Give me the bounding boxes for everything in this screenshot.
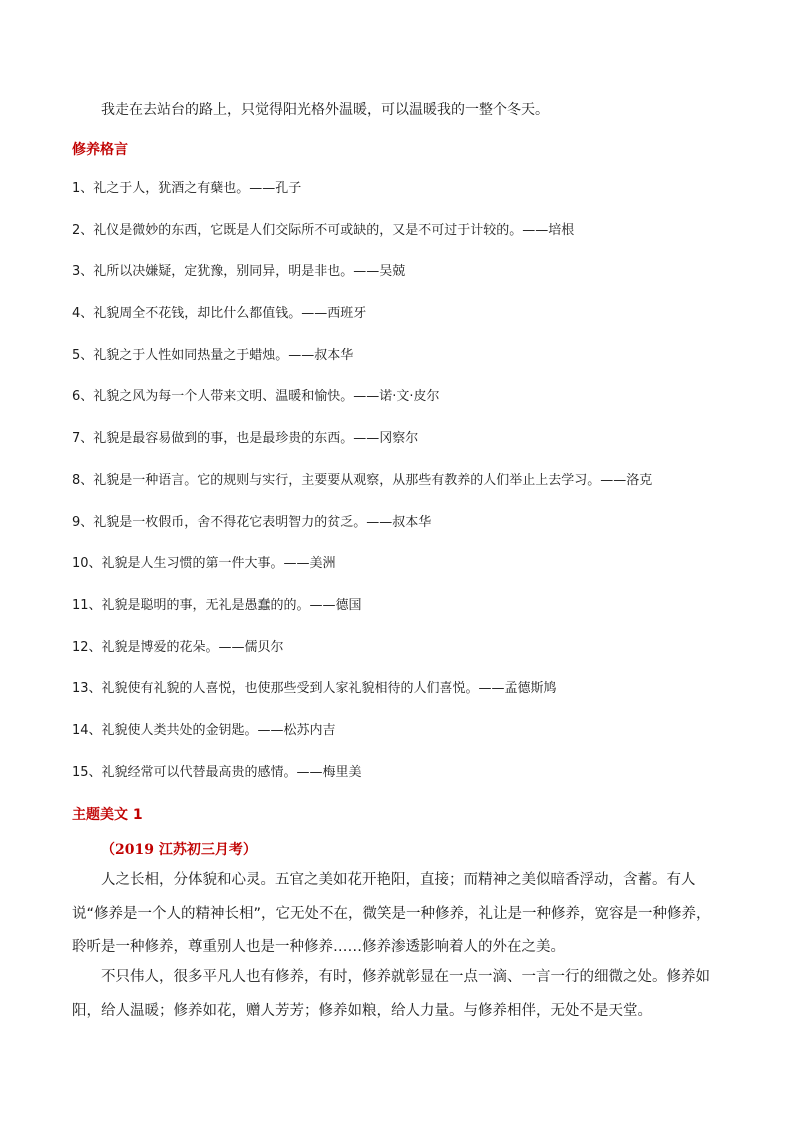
maxim-item: 3、礼所以决嫌疑，定犹豫，别同异，明是非也。——吴兢 (72, 264, 406, 280)
maxim-item: 2、礼仪是微妙的东西，它既是人们交际所不可或缺的，又是不可过于计较的。——培根 (72, 222, 575, 238)
essay-paragraph: 人之长相，分体貌和心灵。五官之美如花开艳阳，直接；而精神之美似暗香浮动，含蓄。有人说“修养是一个人的精神长相”，它无处不在，微笑是一种修养，礼让是一种修养，宽容是一种修养，聆听是一种修养，尊重别人也是一种修养……修养渗透影响着人的外在之美。 (72, 872, 711, 955)
section-heading-essay: 主题美文 1 (72, 807, 143, 823)
essay-source: （2019 江苏初三月考） (101, 842, 257, 858)
maxim-item: 12、礼貌是博爱的花朵。——儒贝尔 (72, 639, 284, 655)
maxim-item: 8、礼貌是一种语言。它的规则与实行，主要要从观察，从那些有教养的人们举止上去学习。——洛克 (72, 472, 653, 488)
maxim-item: 13、礼貌使有礼貌的人喜悦，也使那些受到人家礼貌相待的人们喜悦。——孟德斯鸠 (72, 681, 557, 697)
maxim-item: 10、礼貌是人生习惯的第一件大事。——美洲 (72, 556, 336, 572)
maxim-item: 4、礼貌周全不花钱，却比什么都值钱。——西班牙 (72, 306, 367, 322)
maxim-item: 1、礼之于人，犹酒之有蘖也。——孔子 (72, 181, 302, 196)
intro-sentence: 我走在去站台的路上，只觉得阳光格外温暖，可以温暖我的一整个冬天。 (101, 102, 549, 118)
maxim-item: 14、礼貌使人类共处的金钥匙。——松苏内吉 (72, 722, 336, 738)
maxim-item: 15、礼貌经常可以代替最高贵的感情。——梅里美 (72, 764, 362, 780)
maxim-item: 5、礼貌之于人性如同热量之于蜡烛。——叔本华 (72, 347, 354, 363)
essay-paragraph: 不只伟人，很多平凡人也有修养，有时，修养就彰显在一点一滴、一言一行的细微之处。修养如阳，给人温暖；修养如花，赠人芳芳；修养如粮，给人力量。与修养相伴，无处不是天堂。 (72, 969, 710, 1019)
maxim-item: 6、礼貌之风为每一个人带来文明、温暖和愉快。——诺·文·皮尔 (72, 389, 440, 405)
maxim-list (72, 180, 652, 805)
maxim-item: 9、礼貌是一枚假币，舍不得花它表明智力的贫乏。——叔本华 (72, 514, 432, 530)
maxim-item: 7、礼貌是最容易做到的事，也是最珍贵的东西。——冈察尔 (72, 431, 419, 447)
maxim-item: 11、礼貌是聪明的事，无礼是愚蠢的的。——德国 (72, 597, 362, 613)
section-heading-maxims: 修养格言 (72, 142, 128, 158)
